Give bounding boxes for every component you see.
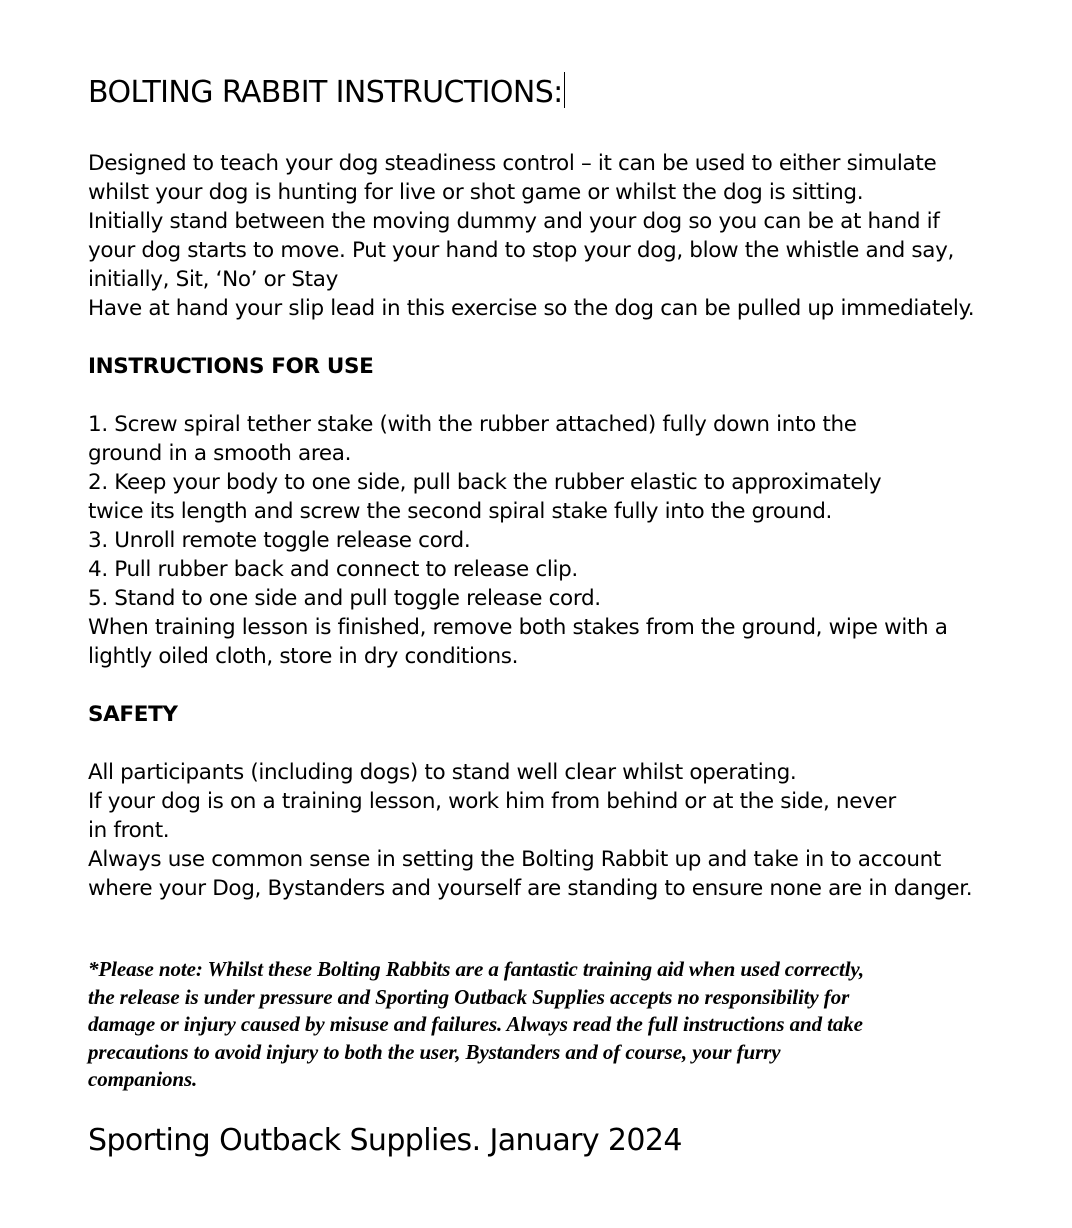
text-cursor bbox=[564, 72, 566, 108]
text-line: your dog starts to move. Put your hand to stop your dog, blow the whistle and say, bbox=[88, 238, 954, 263]
text-line: companions. bbox=[88, 1067, 198, 1091]
text-line: *Please note: Whilst these Bolting Rabbits are a fantastic training aid when used correctly, bbox=[88, 957, 865, 981]
text-line: where your Dog, Bystanders and yourself are standing to ensure none are in danger. bbox=[88, 876, 973, 901]
document-body bbox=[88, 149, 1048, 903]
safety-list bbox=[88, 758, 1048, 903]
spacer bbox=[88, 323, 1048, 352]
text-line: Designed to teach your dog steadiness control – it can be used to either simulate bbox=[88, 151, 937, 176]
text-line: damage or injury caused by misuse and failures. Always read the full instructions and take bbox=[88, 1012, 863, 1036]
intro-paragraph bbox=[88, 149, 1048, 323]
text-line: When training lesson is finished, remove both stakes from the ground, wipe with a bbox=[88, 615, 948, 640]
text-line: Have at hand your slip lead in this exercise so the dog can be pulled up immediately. bbox=[88, 296, 975, 321]
text-line: 2. Keep your body to one side, pull back the rubber elastic to approximately bbox=[88, 470, 882, 495]
text-line: precautions to avoid injury to both the user, Bystanders and of course, your furry bbox=[88, 1039, 781, 1064]
text-line: Always use common sense in setting the Bolting Rabbit up and take in to account bbox=[88, 847, 941, 872]
text-line: 3. Unroll remote toggle release cord. bbox=[88, 528, 471, 553]
spacer bbox=[88, 729, 1048, 758]
text-line: initially, Sit, ‘No’ or Stay bbox=[88, 267, 338, 292]
text-line: in front. bbox=[88, 818, 170, 843]
instructions-heading: INSTRUCTIONS FOR USE bbox=[88, 354, 374, 379]
text-line: Initially stand between the moving dummy and your dog so you can be at hand if bbox=[88, 209, 940, 234]
instructions-list bbox=[88, 410, 1048, 671]
text-line: All participants (including dogs) to stand well clear whilst operating. bbox=[88, 760, 797, 785]
document-footer: Sporting Outback Supplies. January 2024 bbox=[88, 1123, 682, 1158]
spacer bbox=[88, 671, 1048, 700]
text-line: ground in a smooth area. bbox=[88, 441, 352, 466]
spacer bbox=[88, 381, 1048, 410]
text-line: If your dog is on a training lesson, work him from behind or at the side, never bbox=[88, 789, 896, 814]
text-line: twice its length and screw the second spiral stake fully into the ground. bbox=[88, 499, 833, 524]
text-line: 1. Screw spiral tether stake (with the rubber attached) fully down into the bbox=[88, 412, 857, 437]
safety-heading: SAFETY bbox=[88, 702, 178, 727]
text-line: the release is under pressure and Sporting Outback Supplies accepts no responsibility for bbox=[88, 984, 850, 1009]
text-line: 4. Pull rubber back and connect to release clip. bbox=[88, 557, 578, 582]
disclaimer-note bbox=[88, 956, 1048, 1094]
text-line: whilst your dog is hunting for live or shot game or whilst the dog is sitting. bbox=[88, 180, 864, 205]
text-line: lightly oiled cloth, store in dry conditions. bbox=[88, 644, 519, 669]
document-title: BOLTING RABBIT INSTRUCTIONS: bbox=[88, 72, 565, 113]
text-line: 5. Stand to one side and pull toggle release cord. bbox=[88, 586, 601, 611]
